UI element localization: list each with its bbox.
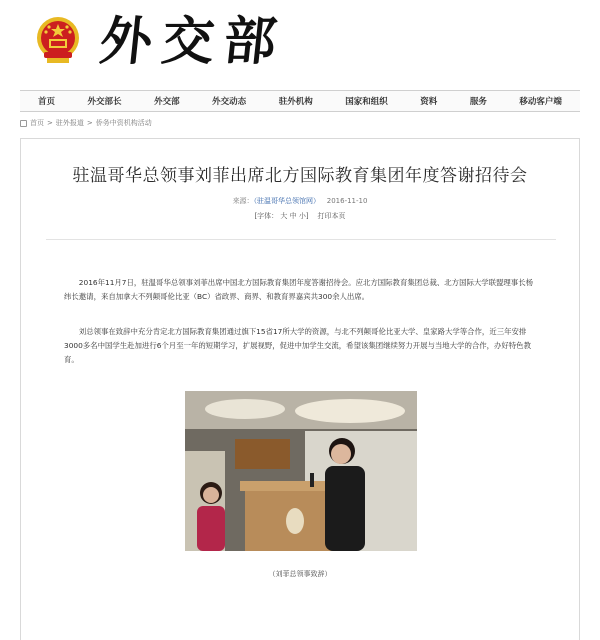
source-label: 来源：	[232, 197, 254, 205]
nav-item-ministry[interactable]: 外交部	[154, 97, 180, 107]
nav-item-countries[interactable]: 国家和组织	[345, 97, 388, 107]
article-container	[20, 138, 580, 640]
nav-item-missions[interactable]: 驻外机构	[278, 97, 313, 107]
photo-caption: （刘菲总领事致辞）	[268, 570, 332, 578]
article-date: 2016-11-10	[326, 197, 368, 205]
article-paragraph: 刘总领事在致辞中充分肯定北方国际教育集团通过旗下15省17所大学的资源，与北不列颠哥伦比亚大学、皇家路大学等合作，近三年安排3000多名中国学生赴加进行6个月至一年的短期学习，扩展视野，促进中加学生交流，希望该集团继续努力开展与当地大学的合作，办好特色教育。	[64, 327, 531, 364]
article-paragraph: 2016年11月7日，驻温哥华总领事刘菲出席中国北方国际教育集团年度答谢招待会。应北方国际教育集团总裁、北方国际大学联盟理事长杨纬长邀请，来自加拿大不列颠哥伦比亚（BC）省政界、商界、和教育界嘉宾共300余人出席。	[64, 278, 533, 301]
main-nav	[20, 90, 580, 112]
nav-item-news[interactable]: 外交动态	[212, 97, 247, 107]
nav-item-mobile[interactable]: 移动客户端	[519, 97, 562, 107]
national-emblem-icon[interactable]	[35, 14, 81, 66]
home-icon	[20, 120, 27, 127]
nav-item-minister[interactable]: 外交部长	[87, 97, 122, 107]
divider	[46, 239, 556, 240]
article-title: 驻温哥华总领事刘菲出席北方国际教育集团年度答谢招待会	[72, 166, 528, 186]
nav-item-services[interactable]: 服务	[469, 97, 487, 107]
breadcrumb	[20, 118, 152, 128]
breadcrumb-activities[interactable]: 侨务中资机构活动	[95, 119, 152, 127]
ministry-calligraphy-logo: 外交部	[96, 11, 290, 72]
event-photo	[185, 391, 417, 551]
article-meta	[21, 196, 579, 206]
breadcrumb-separator: >	[47, 119, 53, 127]
nav-item-data[interactable]: 资料	[420, 97, 438, 107]
article-tools	[21, 211, 579, 221]
breadcrumb-separator: >	[86, 119, 93, 127]
font-medium-button[interactable]: 中	[289, 212, 297, 220]
breadcrumb-home[interactable]: 首页	[30, 119, 44, 127]
nav-item-home[interactable]: 首页	[38, 97, 56, 107]
font-large-button[interactable]: 大	[280, 212, 288, 220]
font-size-label: [字体：	[254, 212, 279, 220]
breadcrumb-reports[interactable]: 驻外报道	[55, 119, 84, 127]
print-button[interactable]: 打印本页	[317, 212, 346, 220]
font-small-button[interactable]: 小]	[298, 212, 309, 220]
site-header	[0, 0, 600, 88]
source-link[interactable]: （驻温哥华总领馆网）	[253, 197, 321, 205]
